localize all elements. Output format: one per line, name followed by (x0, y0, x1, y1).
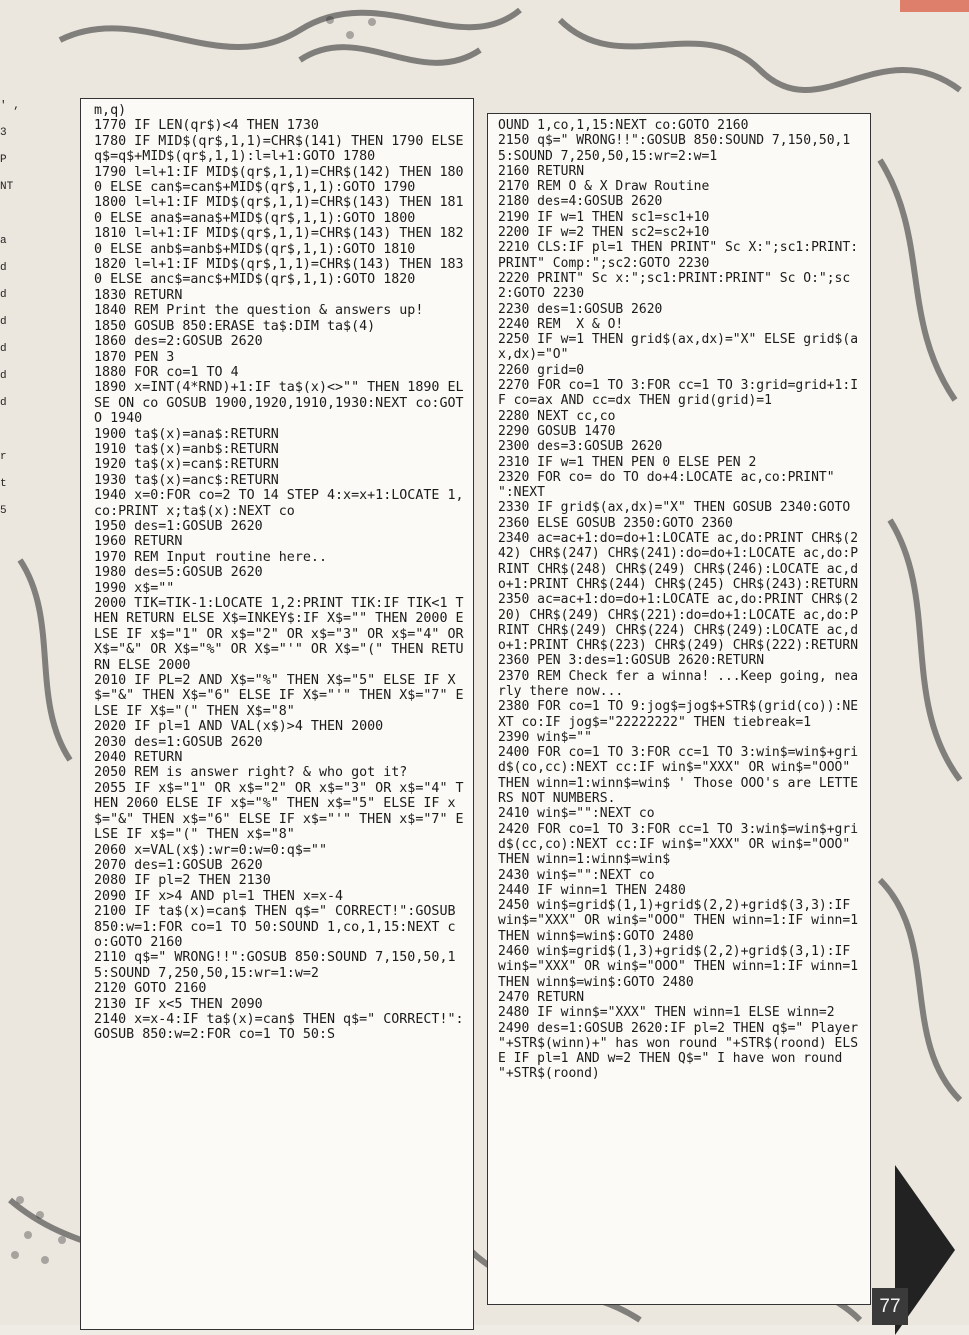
code-line: 2010 IF PL=2 AND X$="%" THEN X$="5" ELSE IF X$="&" THEN X$="6" ELSE IF X$="'" THEN X$="7" ELSE IF X$="(" THEN X$="8" (94, 673, 464, 719)
margin-fragment: NT (0, 181, 14, 193)
margin-fragment: d (0, 316, 7, 328)
code-line: 2480 IF winn$="XXX" THEN winn=1 ELSE winn=2 (498, 1005, 835, 1021)
margin-fragment: d (0, 397, 7, 409)
code-line: 2170 REM O & X Draw Routine (498, 179, 710, 195)
margin-fragment: 3 (0, 127, 7, 139)
code-line: 2230 des=1:GOSUB 2620 (498, 301, 663, 317)
code-line: 2080 IF pl=2 THEN 2130 (94, 873, 271, 889)
margin-fragment: d (0, 262, 7, 274)
code-line: 2400 FOR co=1 TO 3:FOR cc=1 TO 3:win$=win$+grid$(co,cc):NEXT cc:IF win$="XXX" OR win$="OOO" THEN winn=1:winn$=win$ ' Those OOO's are LETTERS NOT NUMBERS. (498, 745, 859, 807)
code-line: 1790 l=l+1:IF MID$(qr$,1,1)=CHR$(142) THEN 1800 ELSE can$=can$+MID$(qr$,1,1):GOTO 1790 (94, 164, 464, 196)
code-line: 2150 q$=" WRONG!!":GOSUB 850:SOUND 7,150,50,15:SOUND 7,250,50,15:wr=2:w=1 (498, 133, 851, 164)
margin-fragment: ' , (0, 100, 20, 112)
code-line: 2210 CLS:IF pl=1 THEN PRINT" Sc X:";sc1:PRINT:PRINT" Comp:";sc2:GOTO 2230 (498, 240, 859, 271)
code-line: 1900 ta$(x)=ana$:RETURN (94, 426, 279, 442)
code-line: 2000 TIK=TIK-1:LOCATE 1,2:PRINT TIK:IF TIK<1 THEN RETURN ELSE X$=INKEY$:IF X$="" THEN 2000 ELSE IF x$="1" OR x$="2" OR x$="3" OR x$="4" OR X$="&" OR X$="%" OR X$="'" OR X$="(" THEN RETURN ELSE 2000 (94, 596, 472, 673)
code-line: 1980 des=5:GOSUB 2620 (94, 565, 263, 581)
code-line: 2460 win$=grid$(1,3)+grid$(2,2)+grid$(3,1):IF win$="XXX" OR win$="OOO" THEN winn=1:IF winn=1 THEN winn$=win$:GOTO 2480 (498, 944, 866, 990)
code-line: 2430 win$="":NEXT co (498, 867, 655, 883)
code-line: 2190 IF w=1 THEN sc1=sc1+10 (498, 209, 710, 225)
code-line: 1890 x=INT(4*RND)+1:IF ta$(x)<>"" THEN 1890 ELSE ON co GOSUB 1900,1920,1910,1930:NEXT co:GOTO 1940 (94, 380, 464, 427)
code-line: 2140 x=x-4:IF ta$(x)=can$ THEN q$=" CORRECT!":GOSUB 850:w=2:FOR co=1 TO 50:S (94, 1011, 464, 1043)
code-line: 1820 l=l+1:IF MID$(qr$,1,1)=CHR$(143) THEN 1830 ELSE anc$=anc$+MID$(qr$,1,1):GOTO 1820 (94, 257, 464, 288)
code-line: 1830 RETURN (94, 287, 183, 303)
margin-fragment: a (0, 235, 7, 247)
code-line: 2040 RETURN (94, 750, 183, 766)
code-line: 2380 FOR co=1 TO 9:jog$=jog$+STR$(grid(co)):NEXT co:IF jog$="22222222" THEN tiebreak=1 (498, 699, 859, 730)
code-line: 2050 REM is answer right? & who got it? (94, 765, 408, 781)
code-line: 2240 REM X & O! (498, 316, 624, 332)
listing-column-right (487, 113, 882, 1305)
code-line: 2130 IF x<5 THEN 2090 (94, 996, 263, 1012)
code-line: 1970 REM Input routine here.. (94, 549, 327, 565)
margin-fragment: d (0, 343, 7, 355)
listing-column-left (80, 98, 474, 1330)
code-line: 2030 des=1:GOSUB 2620 (94, 734, 263, 750)
code-line: 2450 win$=grid$(1,1)+grid$(2,2)+grid$(3,3):IF win$="XXX" OR win$="OOO" THEN winn=1:IF winn=1 THEN winn$=win$:GOTO 2480 (498, 898, 866, 944)
code-listing-left (81, 99, 473, 1043)
code-line: 2360 PEN 3:des=1:GOSUB 2620:RETURN (498, 653, 765, 669)
code-line: 2320 FOR co= do TO do+4:LOCATE ac,co:PRINT" ":NEXT (498, 469, 882, 501)
code-line: 2300 des=3:GOSUB 2620 (498, 439, 663, 455)
code-line: 2470 RETURN (498, 989, 585, 1005)
code-line: 2490 des=1:GOSUB 2620:IF pl=2 THEN q$=" Player "+STR$(winn)+" has won round "+STR$(roond) ELSE IF pl=1 AND w=2 THEN Q$=" I have won round "+STR$(roond) (498, 1020, 866, 1082)
code-line: 2330 IF grid$(ax,dx)="X" THEN GOSUB 2340:GOTO 2360 ELSE GOSUB 2350:GOTO 2360 (498, 500, 859, 531)
margin-fragment: 5 (0, 505, 7, 517)
code-line: 2340 ac=ac+1:do=do+1:LOCATE ac,do:PRINT CHR$(242) CHR$(247) CHR$(241):do=do+1:LOCATE ac,do:PRINT CHR$(248) CHR$(249) CHR$(246):LOCATE ac,do+1:PRINT CHR$(244) CHR$(245) CHR$(243):RETURN (498, 531, 859, 592)
code-line: 2100 IF ta$(x)=can$ THEN q$=" CORRECT!":GOSUB 850:w=1:FOR co=1 TO 50:SOUND 1,co,1,15:NEXT co:GOTO 2160 (94, 904, 464, 950)
code-line: 2290 GOSUB 1470 (498, 423, 616, 439)
code-line: 1810 l=l+1:IF MID$(qr$,1,1)=CHR$(143) THEN 1820 ELSE anb$=anb$+MID$(qr$,1,1):GOTO 1810 (94, 226, 464, 257)
code-line: 2120 GOTO 2160 (94, 981, 207, 997)
code-line: 2370 REM Check fer a winna! ...Keep going, nearly there now... (498, 668, 859, 699)
code-line: 1870 PEN 3 (94, 349, 175, 365)
code-line: 2060 x=VAL(x$):wr=0:w=0:q$="" (94, 842, 327, 858)
left-margin-fragments (0, 90, 18, 530)
margin-fragment (0, 198, 18, 225)
code-line: 1770 IF LEN(qr$)<4 THEN 1730 (94, 118, 319, 134)
code-line: 1960 RETURN (94, 534, 183, 550)
margin-fragment: P (0, 154, 7, 166)
code-line: 2055 IF x$="1" OR x$="2" OR x$="3" OR x$="4" THEN 2060 ELSE IF x$="%" THEN x$="5" ELSE IF x$="&" THEN x$="6" ELSE IF x$="'" THEN x$="7" ELSE IF x$="(" THEN x$="8" (94, 780, 464, 843)
code-line: 2220 PRINT" Sc x:";sc1:PRINT:PRINT" Sc O:";sc2:GOTO 2230 (498, 270, 851, 302)
code-line: 2420 FOR co=1 TO 3:FOR cc=1 TO 3:win$=win$+grid$(cc,co):NEXT cc:IF win$="XXX" OR win$="OOO" THEN winn=1:winn$=win$ (498, 821, 859, 868)
code-line: 1780 IF MID$(qr$,1,1)=CHR$(141) THEN 1790 ELSE q$=q$+MID$(qr$,1,1):l=l+1:GOTO 1780 (94, 133, 472, 165)
code-line: 2440 IF winn=1 THEN 2480 (498, 882, 686, 898)
margin-fragment: t (0, 478, 7, 490)
margin-fragment (0, 414, 18, 441)
code-line: OUND 1,co,1,15:NEXT co:GOTO 2160 (498, 118, 749, 133)
code-line: 1940 x=0:FOR co=2 TO 14 STEP 4:x=x+1:LOCATE 1,co:PRINT x;ta$(x):NEXT co (94, 488, 464, 519)
code-line: 2410 win$="":NEXT co (498, 806, 655, 822)
code-line: 1920 ta$(x)=can$:RETURN (94, 457, 279, 473)
code-line: 2250 IF w=1 THEN grid$(ax,dx)="X" ELSE grid$(ax,dx)="O" (498, 332, 859, 363)
margin-fragment: d (0, 370, 7, 382)
code-line: 1850 GOSUB 850:ERASE ta$:DIM ta$(4) (94, 318, 376, 334)
code-line: 1990 x$="" (94, 580, 175, 596)
code-line: 2260 grid=0 (498, 362, 585, 378)
code-line: m,q) (94, 103, 127, 118)
code-line: 2280 NEXT cc,co (498, 408, 616, 424)
code-line: 2160 RETURN (498, 163, 585, 179)
code-line: 2310 IF w=1 THEN PEN 0 ELSE PEN 2 (498, 454, 757, 470)
code-line: 2110 q$=" WRONG!!":GOSUB 850:SOUND 7,150,50,15:SOUND 7,250,50,15:wr=1:w=2 (94, 950, 456, 981)
code-line: 1880 FOR co=1 TO 4 (94, 364, 239, 380)
margin-fragment: r (0, 451, 7, 463)
code-line: 2180 des=4:GOSUB 2620 (498, 194, 663, 210)
code-line: 2200 IF w=2 THEN sc2=sc2+10 (498, 225, 710, 241)
page-number: 77 (872, 1288, 908, 1325)
code-listing-right (488, 114, 882, 1082)
code-line: 2350 ac=ac+1:do=do+1:LOCATE ac,do:PRINT CHR$(220) CHR$(249) CHR$(221):do=do+1:LOCATE ac,do:PRINT CHR$(249) CHR$(224) CHR$(249):LOCATE ac,do+1:PRINT CHR$(223) CHR$(249) CHR$(222):RETURN (498, 592, 859, 654)
code-line: 2390 win$="" (498, 729, 592, 745)
code-line: 1950 des=1:GOSUB 2620 (94, 518, 263, 534)
code-line: 1860 des=2:GOSUB 2620 (94, 334, 263, 350)
code-line: 1840 REM Print the question & answers up! (94, 303, 424, 319)
code-line: 2020 IF pl=1 AND VAL(x$)>4 THEN 2000 (94, 719, 384, 735)
code-line: 2090 IF x>4 AND pl=1 THEN x=x-4 (94, 888, 344, 904)
code-line: 1910 ta$(x)=anb$:RETURN (94, 441, 279, 457)
code-line: 2270 FOR co=1 TO 3:FOR cc=1 TO 3:grid=grid+1:IF co=ax AND cc=dx THEN grid(grid)=1 (498, 378, 859, 409)
code-line: 2070 des=1:GOSUB 2620 (94, 857, 263, 873)
code-line: 1800 l=l+1:IF MID$(qr$,1,1)=CHR$(143) THEN 1810 ELSE ana$=ana$+MID$(qr$,1,1):GOTO 1800 (94, 195, 464, 226)
margin-fragment: d (0, 289, 7, 301)
code-line: 1930 ta$(x)=anc$:RETURN (94, 472, 279, 488)
